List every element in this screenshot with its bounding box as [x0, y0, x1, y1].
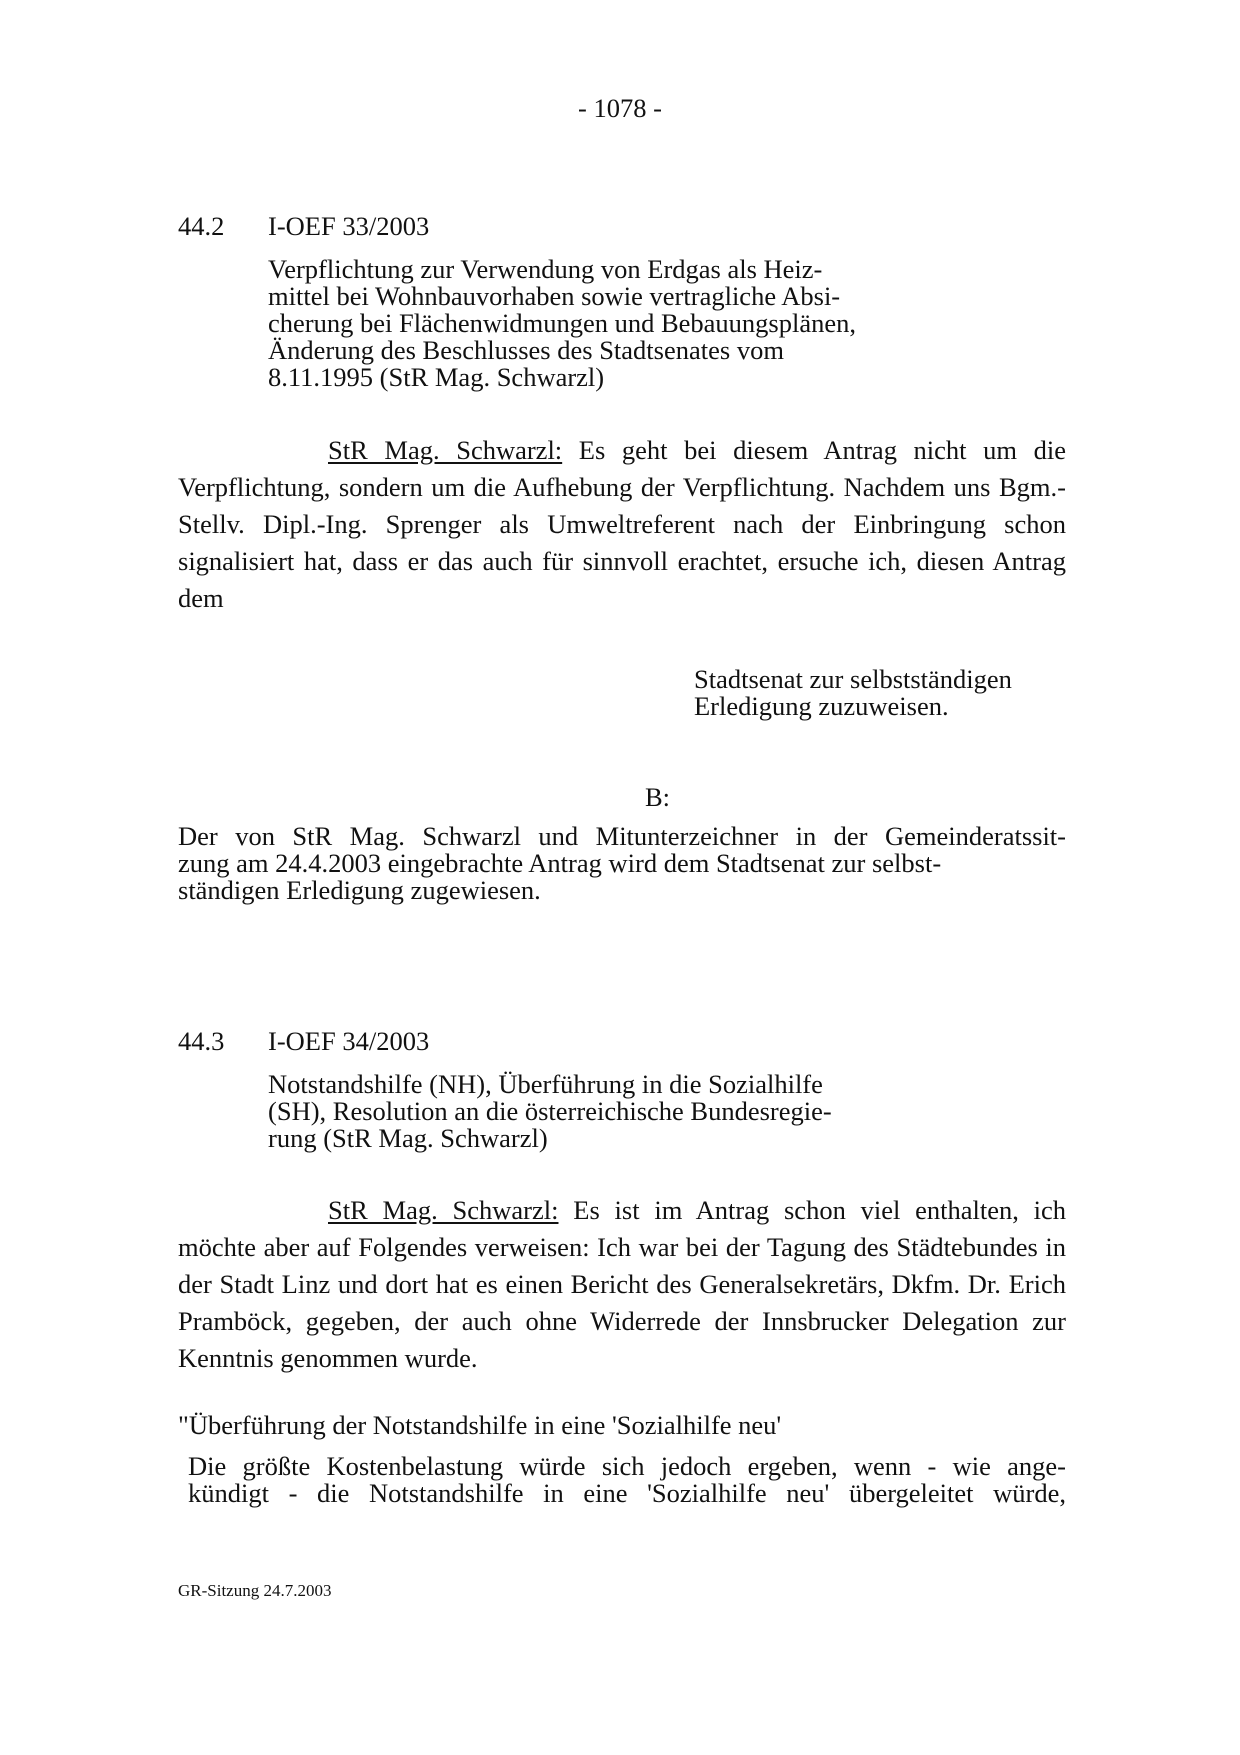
footer-text: GR-Sitzung 24.7.2003 [178, 1581, 332, 1600]
title-line: rung (StR Mag. Schwarzl) [268, 1123, 548, 1153]
speaker-name: StR Mag. Schwarzl: [328, 1195, 559, 1225]
speech-text: Es ist im Antrag schon viel enthalten, ich möchte aber auf Folgendes verweisen: Ich war bei der Tagung des Städtebundes in der Stadt Linz und dort hat es einen Bericht des Generalsekretärs, Dkfm. Dr. Erich Pramböck, gegeben, der auch ohne Widerrede der Innsbrucker Delegation zur Kenntnis genommen wurde. [178, 1195, 1067, 1373]
quote-line: kündigt - die Notstandshilfe in eine 'Sozialhilfe neu' übergeleitet würde, [188, 1478, 1066, 1508]
title-line: cherung bei Flächenwidmungen und Bebauungsplänen, [268, 308, 857, 338]
title-line: Verpflichtung zur Verwendung von Erdgas als Heiz- [268, 254, 823, 284]
request-text [694, 666, 1012, 720]
speaker-name: StR Mag. Schwarzl: [328, 435, 563, 465]
page-number: - 1078 - [578, 93, 662, 123]
decision-line: ständigen Erledigung zugewiesen. [178, 875, 541, 905]
quote-heading: "Überführung der Notstandshilfe in eine 'Sozialhilfe neu' [178, 1410, 782, 1440]
quote-line: Die größte Kostenbelastung würde sich jedoch ergeben, wenn - wie ange- [188, 1451, 1066, 1481]
item-title [268, 256, 928, 391]
item-title [268, 1071, 928, 1152]
title-line: 8.11.1995 (StR Mag. Schwarzl) [268, 362, 605, 392]
title-line: Änderung des Beschlusses des Stadtsenates vom [268, 335, 784, 365]
title-line: Notstandshilfe (NH), Überführung in die Sozialhilfe [268, 1069, 823, 1099]
item-code: I-OEF 33/2003 [268, 211, 430, 241]
decision-line: zung am 24.4.2003 eingebrachte Antrag wird dem Stadtsenat zur selbst- [178, 848, 942, 878]
quote-text [188, 1453, 1066, 1507]
decision-label: B: [645, 782, 671, 812]
speech-paragraph [178, 1192, 1066, 1377]
speech-text: Es geht bei diesem Antrag nicht um die Verpflichtung, sondern um die Aufhebung der Verpflichtung. Nachdem uns Bgm.-Stellv. Dipl.-Ing. Sprenger als Umweltreferent nach der Einbringung schon signalisiert hat, dass er das auch für sinnvoll erachtet, ersuche ich, diesen Antrag dem [178, 435, 1067, 613]
request-line: Stadtsenat zur selbstständigen [694, 664, 1012, 694]
title-line: mittel bei Wohnbauvorhaben sowie vertragliche Absi- [268, 281, 841, 311]
decision-text [178, 823, 1066, 904]
decision-line: Der von StR Mag. Schwarzl und Mitunterzeichner in der Gemeinderatssit- [178, 821, 1066, 851]
title-line: (SH), Resolution an die österreichische Bundesregie- [268, 1096, 832, 1126]
speech-paragraph [178, 432, 1066, 617]
item-code: I-OEF 34/2003 [268, 1026, 430, 1056]
request-line: Erledigung zuzuweisen. [694, 691, 949, 721]
item-number: 44.3 [178, 1026, 225, 1056]
item-number: 44.2 [178, 211, 225, 241]
